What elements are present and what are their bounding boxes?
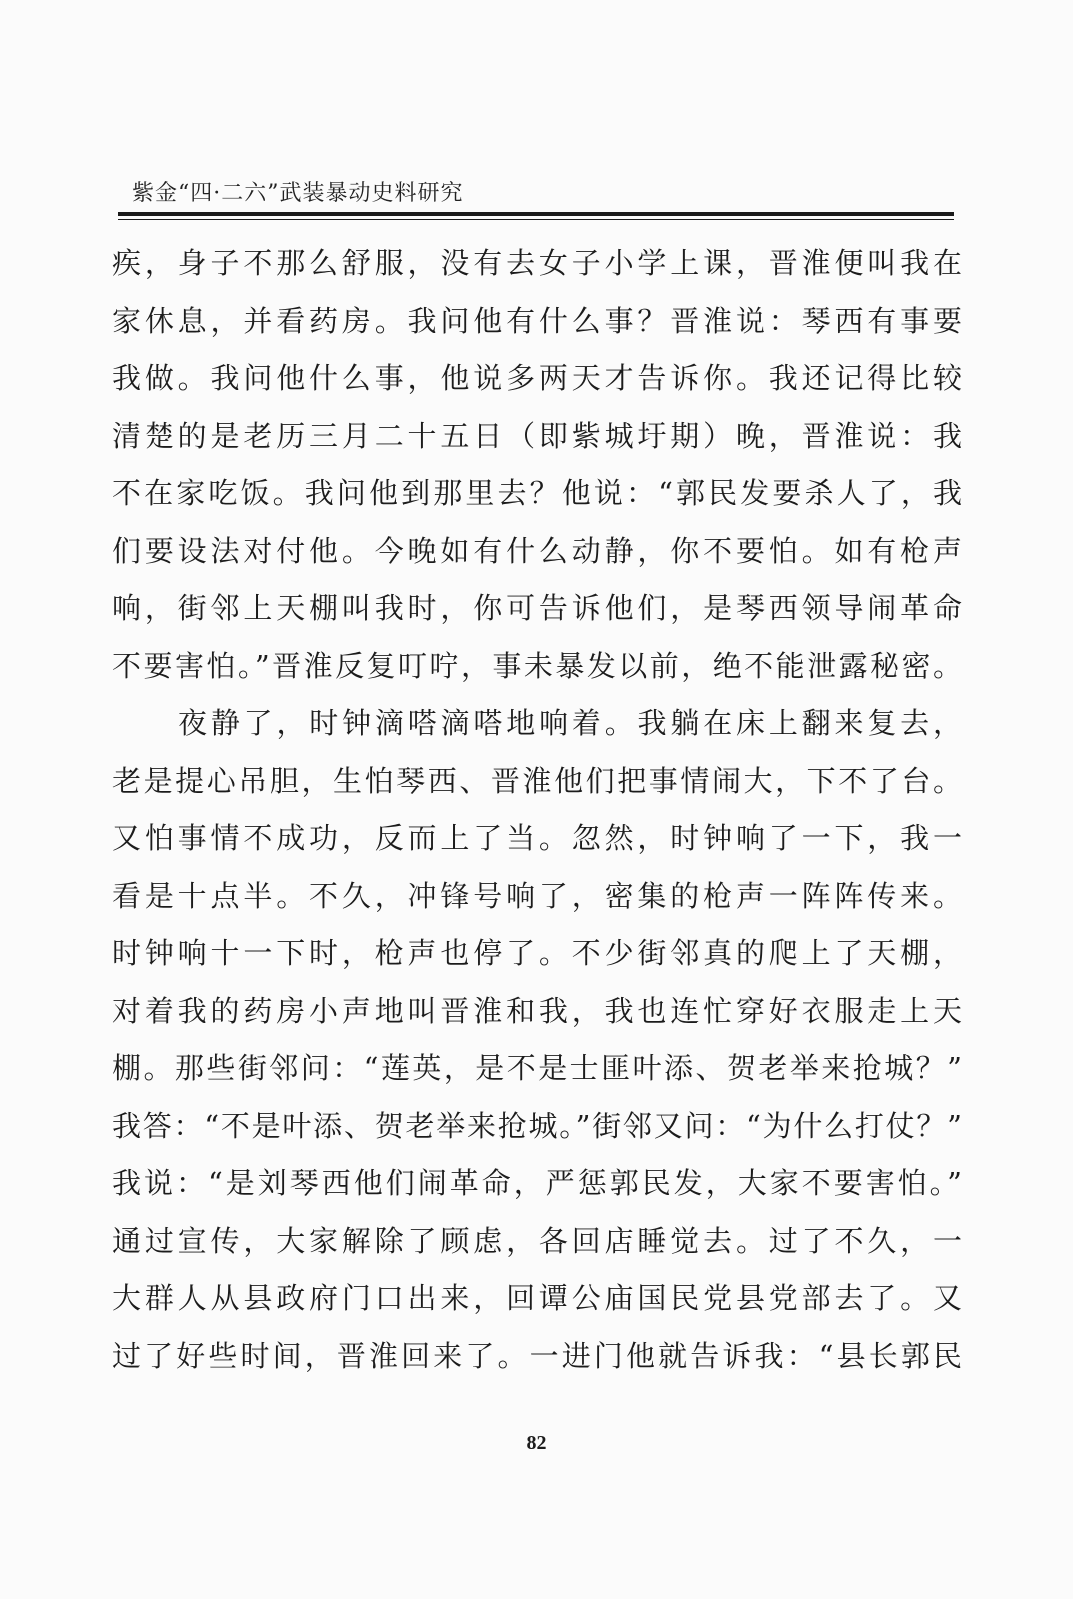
text-line: 家休息，并看药房。我问他有什么事？晋淮说：琴西有事要 (112, 303, 962, 338)
text-line-paragraph-start: 夜静了，时钟滴嗒滴嗒地响着。我躺在床上翻来复去， (178, 706, 962, 740)
text-line: 疾，身子不那么舒服，没有去女子小学上课，晋淮便叫我在 (112, 246, 962, 280)
text-line: 时钟响十一下时，枪声也停了。不少街邻真的爬上了天棚， (112, 936, 962, 970)
text-line: 过了好些时间，晋淮回来了。一进门他就告诉我：“县长郭民 (112, 1338, 962, 1373)
text-line: 我做。我问他什么事，他说多两天才告诉你。我还记得比较 (112, 361, 962, 395)
text-line: 大群人从县政府门口出来，回谭公庙国民党县党部去了。又 (112, 1281, 962, 1315)
text-line: 们要设法对付他。今晚如有什么动静，你不要怕。如有枪声 (112, 533, 962, 568)
header-rule-thick (118, 212, 954, 216)
body-text (112, 235, 962, 1385)
text-line: 又怕事情不成功，反而上了当。忽然，时钟响了一下，我一 (112, 821, 962, 855)
page-number: 82 (526, 1432, 547, 1454)
text-line: 老是提心吊胆，生怕琴西、晋淮他们把事情闹大，下不了台。 (112, 763, 962, 798)
text-line: 对着我的药房小声地叫晋淮和我，我也连忙穿好衣服走上天 (112, 993, 962, 1028)
running-header: 紫金“四·二六”武装暴动史料研究 (132, 181, 464, 206)
header-rule-thin (118, 219, 954, 220)
text-line: 响，街邻上天棚叫我时，你可告诉他们，是琴西领导闹革命 (112, 591, 962, 625)
text-line: 棚。那些街邻问：“莲英，是不是士匪叶添、贺老举来抢城？” (112, 1051, 962, 1085)
text-line: 清楚的是老历三月二十五日（即紫城圩期）晚，晋淮说：我 (112, 418, 962, 453)
text-line: 不要害怕。”晋淮反复叮咛，事未暴发以前，绝不能泄露秘密。 (112, 648, 962, 683)
text-line: 我说：“是刘琴西他们闹革命，严惩郭民发，大家不要害怕。” (112, 1166, 962, 1200)
text-line: 我答：“不是叶添、贺老举来抢城。”街邻又问：“为什么打仗？” (112, 1108, 962, 1143)
text-line: 看是十点半。不久，冲锋号响了，密集的枪声一阵阵传来。 (112, 878, 962, 913)
text-line: 不在家吃饭。我问他到那里去？他说：“郭民发要杀人了，我 (112, 476, 962, 510)
text-line: 通过宣传，大家解除了顾虑，各回店睡觉去。过了不久，一 (112, 1223, 962, 1258)
